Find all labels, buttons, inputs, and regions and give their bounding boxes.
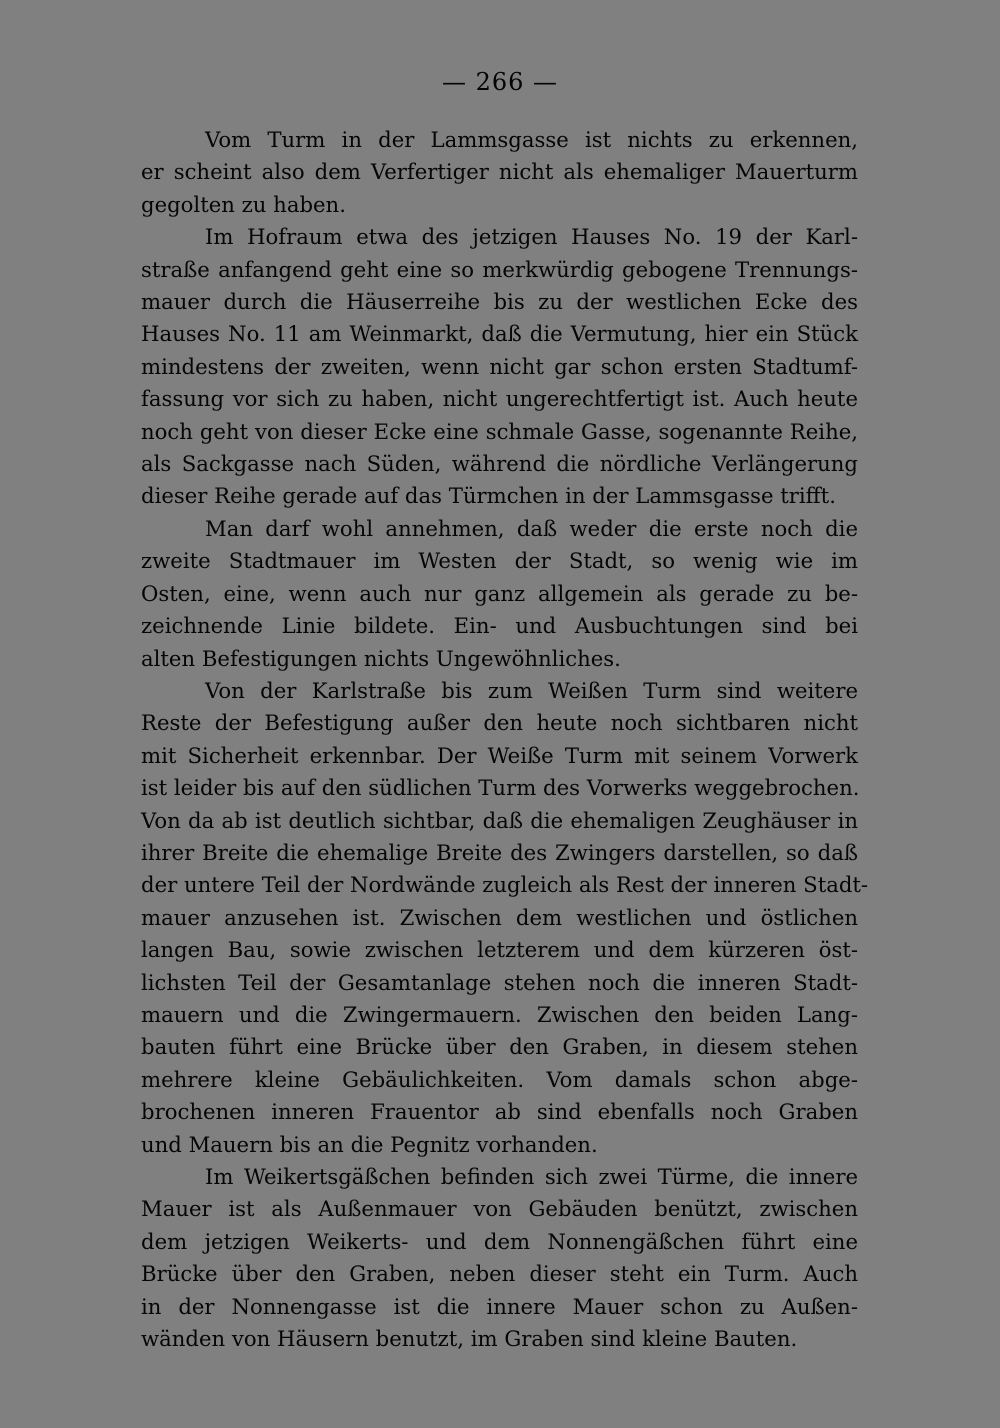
paragraph (141, 1161, 858, 1355)
body-text (141, 124, 869, 1355)
text-line: brochenen inneren Frauentor ab sind ebenfalls noch Graben (141, 1099, 858, 1125)
paragraph (141, 513, 858, 675)
text-line: Hauses No. 11 am Weinmarkt, daß die Vermutung, hier ein Stück (141, 321, 858, 347)
text-line: bauten führt eine Brücke über den Graben, in diesem stehen (141, 1034, 858, 1060)
page-number: — 266 — (441, 68, 559, 96)
text-line: er scheint also dem Verfertiger nicht als ehemaliger Mauerturm (141, 159, 858, 185)
text-line: alten Befestigungen nichts Ungewöhnliches. (141, 645, 621, 671)
text-line: Im Hofraum etwa des jetzigen Hauses No. 19 der Karl- (205, 224, 858, 250)
text-line: zeichnende Linie bildete. Ein- und Ausbuchtungen sind bei (141, 613, 858, 639)
text-line: Reste der Befestigung außer den heute noch sichtbaren nicht (141, 710, 858, 736)
text-line: mauer durch die Häuserreihe bis zu der westlichen Ecke des (141, 289, 858, 315)
text-line: Von da ab ist deutlich sichtbar, daß die ehemaligen Zeughäuser in (141, 807, 858, 833)
text-line: zweite Stadtmauer im Westen der Stadt, so wenig wie im (141, 548, 858, 574)
text-line: ist leider bis auf den südlichen Turm des Vorwerks weggebrochen. (141, 775, 860, 801)
text-line: der untere Teil der Nordwände zugleich als Rest der inneren Stadt- (141, 872, 869, 898)
text-line: Osten, eine, wenn auch nur ganz allgemein als gerade zu be- (141, 580, 858, 606)
text-line: noch geht von dieser Ecke eine schmale Gasse, sogenannte Reihe, (141, 418, 858, 444)
text-line: Man darf wohl annehmen, daß weder die erste noch die (205, 515, 858, 541)
text-line: Mauer ist als Außenmauer von Gebäuden benützt, zwischen (141, 1196, 858, 1222)
text-line: gegolten zu haben. (141, 191, 346, 217)
paragraph (141, 124, 858, 221)
text-line: dem jetzigen Weikerts- und dem Nonnengäßchen führt eine (141, 1228, 858, 1254)
text-line: Im Weikertsgäßchen befinden sich zwei Türme, die innere (205, 1164, 858, 1189)
text-line: dieser Reihe gerade auf das Türmchen in der Lammsgasse trifft. (141, 483, 836, 509)
paragraph (141, 221, 858, 513)
text-line: straße anfangend geht eine so merkwürdig gebogene Trennungs- (141, 256, 858, 282)
text-line: mauern und die Zwingermauern. Zwischen den beiden Lang- (141, 1001, 858, 1027)
text-line: ihrer Breite die ehemalige Breite des Zwingers darstellen, so daß (141, 839, 858, 865)
text-line: mit Sicherheit erkennbar. Der Weiße Turm mit seinem Vorwerk (141, 742, 858, 768)
text-line: Vom Turm in der Lammsgasse ist nichts zu erkennen, (205, 127, 858, 152)
text-line: mehrere kleine Gebäulichkeiten. Vom damals schon abge- (141, 1066, 858, 1092)
text-line: und Mauern bis an die Pegnitz vorhanden. (141, 1131, 598, 1157)
text-line: lichsten Teil der Gesamtanlage stehen noch die inneren Stadt- (141, 969, 858, 995)
text-line: Von der Karlstraße bis zum Weißen Turm sind weitere (205, 677, 858, 703)
text-line: fassung vor sich zu haben, nicht ungerechtfertigt ist. Auch heute (141, 386, 858, 412)
text-line: langen Bau, sowie zwischen letzterem und dem kürzeren öst- (141, 937, 858, 963)
text-line: in der Nonnengasse ist die innere Mauer schon zu Außen- (141, 1293, 858, 1319)
text-line: wänden von Häusern benutzt, im Graben sind kleine Bauten. (141, 1326, 798, 1352)
paragraph (141, 675, 869, 1161)
text-line: mindestens der zweiten, wenn nicht gar schon ersten Stadtumf- (141, 353, 858, 379)
text-line: Brücke über den Graben, neben dieser steht ein Turm. Auch (141, 1261, 858, 1287)
text-line: mauer anzusehen ist. Zwischen dem westlichen und östlichen (141, 904, 858, 930)
text-line: als Sackgasse nach Süden, während die nördliche Verlängerung (141, 451, 858, 477)
